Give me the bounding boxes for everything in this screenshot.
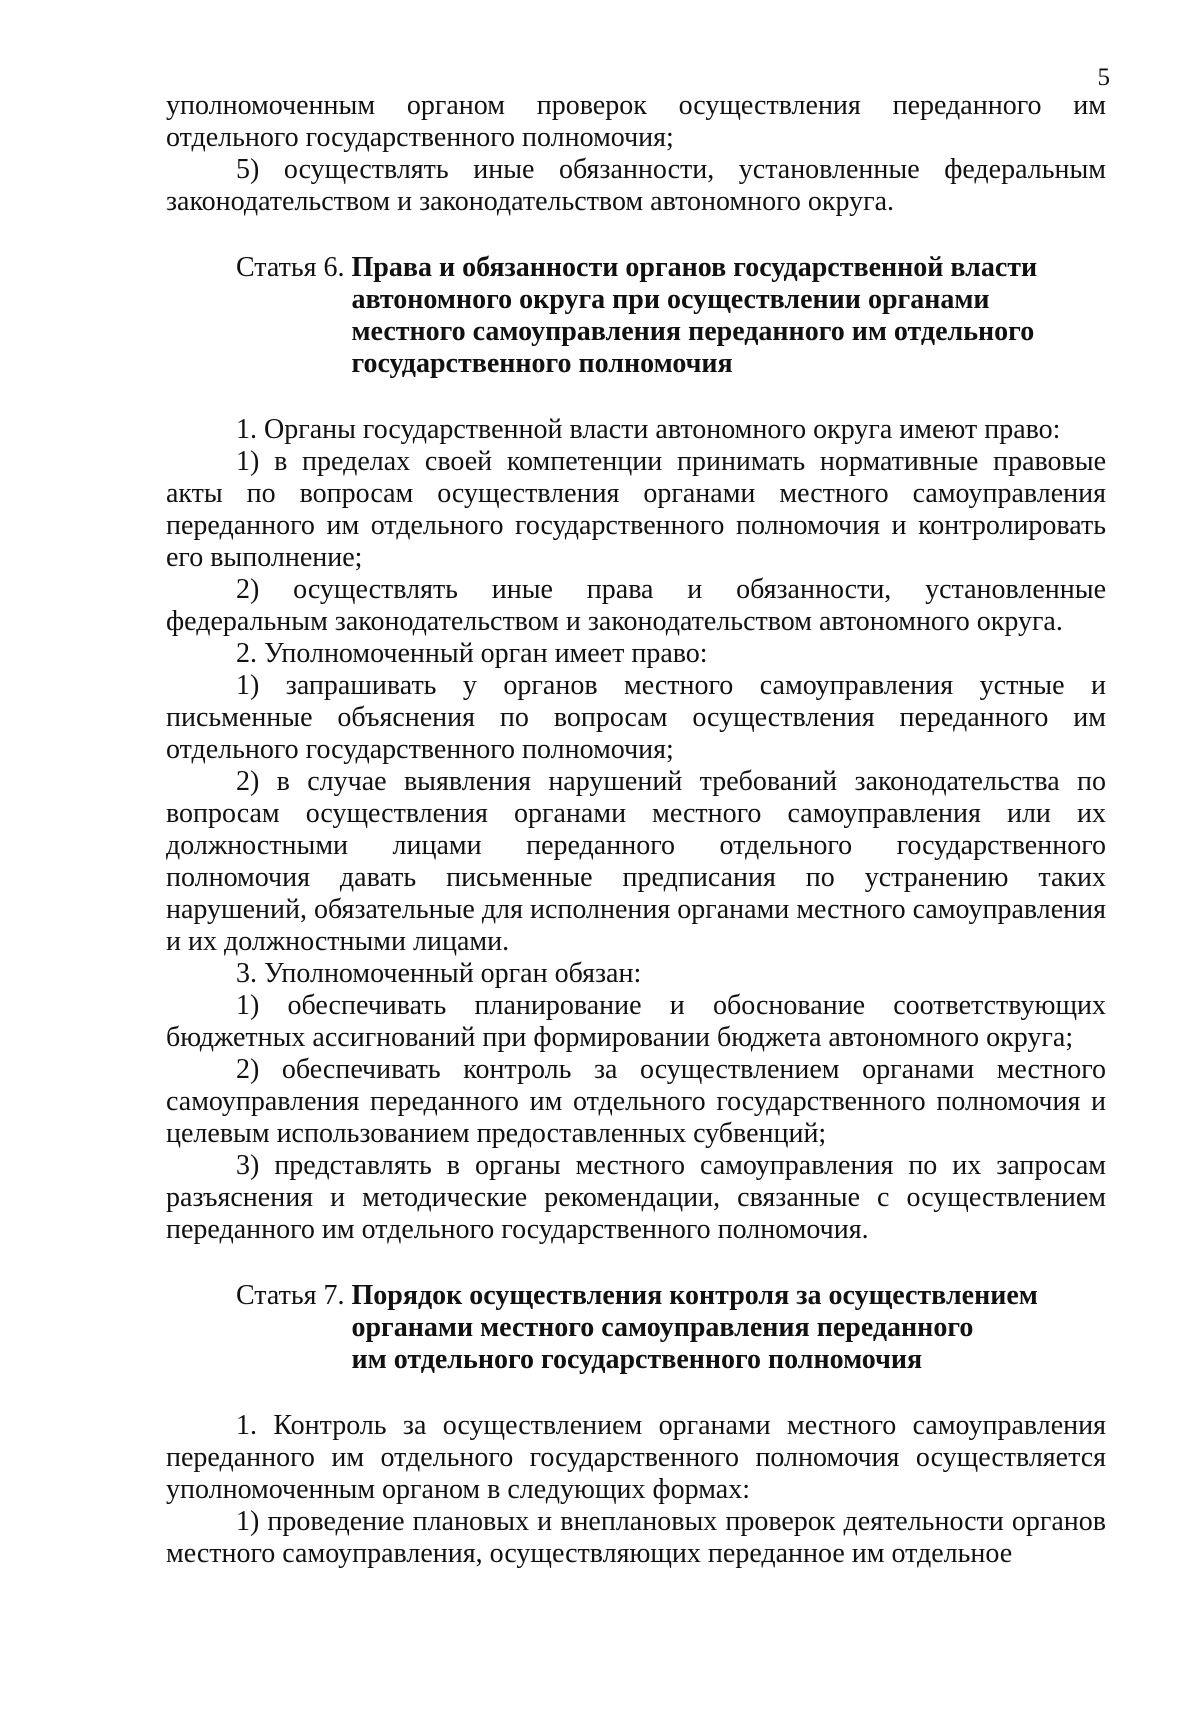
- article-title-line: Права и обязанности органов государственной власти: [351, 252, 1038, 283]
- article-title-line: автономного округа при осуществлении органами: [351, 284, 990, 315]
- intro-paragraph: уполномоченным органом проверок осуществления переданного им отдельного государственного полномочия;: [166, 90, 1106, 153]
- article-paragraph: 1) проведение плановых и внеплановых проверок деятельности органов местного самоуправления, осуществляющих переданное им отдельное: [166, 1506, 1106, 1569]
- article-paragraph: 2) в случае выявления нарушений требований законодательства по вопросам осуществления органами местного самоуправления или их должностными лицами переданного отдельного государственного полномочия давать письменные предписания по устранению таких нарушений, обязательные для исполнения органами местного самоуправления и их должностными лицами.: [166, 766, 1106, 957]
- article-paragraph: 1) обеспечивать планирование и обоснование соответствующих бюджетных ассигнований при формировании бюджета автономного округа;: [166, 990, 1106, 1053]
- article-paragraph: 2) обеспечивать контроль за осуществлением органами местного самоуправления переданного им отдельного государственного полномочия и целевым использованием предоставленных субвенций;: [166, 1054, 1106, 1149]
- article-title-line: Порядок осуществления контроля за осуществлением: [351, 1280, 1038, 1311]
- article-7-heading: [236, 1280, 1106, 1376]
- article-paragraph: 2. Уполномоченный орган имеет право:: [236, 638, 708, 669]
- article-paragraph: 1. Контроль за осуществлением органами местного самоуправления переданного им отдельного государственного полномочия осуществляется уполномоченным органом в следующих формах:: [166, 1410, 1106, 1505]
- article-paragraph: 3) представлять в органы местного самоуправления по их запросам разъяснения и методические рекомендации, связанные с осуществлением переданного им отдельного государственного полномочия.: [166, 1150, 1106, 1245]
- article-paragraph: 3. Уполномоченный орган обязан:: [236, 958, 642, 989]
- article-number: Статья 7.: [236, 1280, 352, 1311]
- article-paragraph: 1) в пределах своей компетенции принимать нормативные правовые акты по вопросам осуществления органами местного самоуправления переданного им отдельного государственного полномочия и контролировать его выполнение;: [166, 446, 1106, 573]
- article-paragraph: 2) осуществлять иные права и обязанности, установленные федеральным законодательством и законодательством автономного округа.: [166, 574, 1106, 637]
- article-6-heading: [236, 252, 1106, 380]
- article-number: Статья 6.: [236, 252, 352, 283]
- document-body: [166, 90, 1106, 1570]
- article-title-line: государственного полномочия: [351, 348, 733, 379]
- article-title: [351, 1280, 1106, 1376]
- article-paragraph: 1. Органы государственной власти автономного округа имеют право:: [236, 414, 1061, 445]
- article-title-line: местного самоуправления переданного им отдельного: [351, 316, 1035, 347]
- article-title-line: органами местного самоуправления переданного: [351, 1312, 974, 1343]
- intro-paragraph: 5) осуществлять иные обязанности, установленные федеральным законодательством и законодательством автономного округа.: [166, 154, 1106, 217]
- article-title: [351, 252, 1106, 380]
- article-paragraph: 1) запрашивать у органов местного самоуправления устные и письменные объяснения по вопросам осуществления переданного им отдельного государственного полномочия;: [166, 670, 1106, 765]
- article-title-line: им отдельного государственного полномочия: [351, 1344, 923, 1375]
- page-number: 5: [1097, 64, 1110, 91]
